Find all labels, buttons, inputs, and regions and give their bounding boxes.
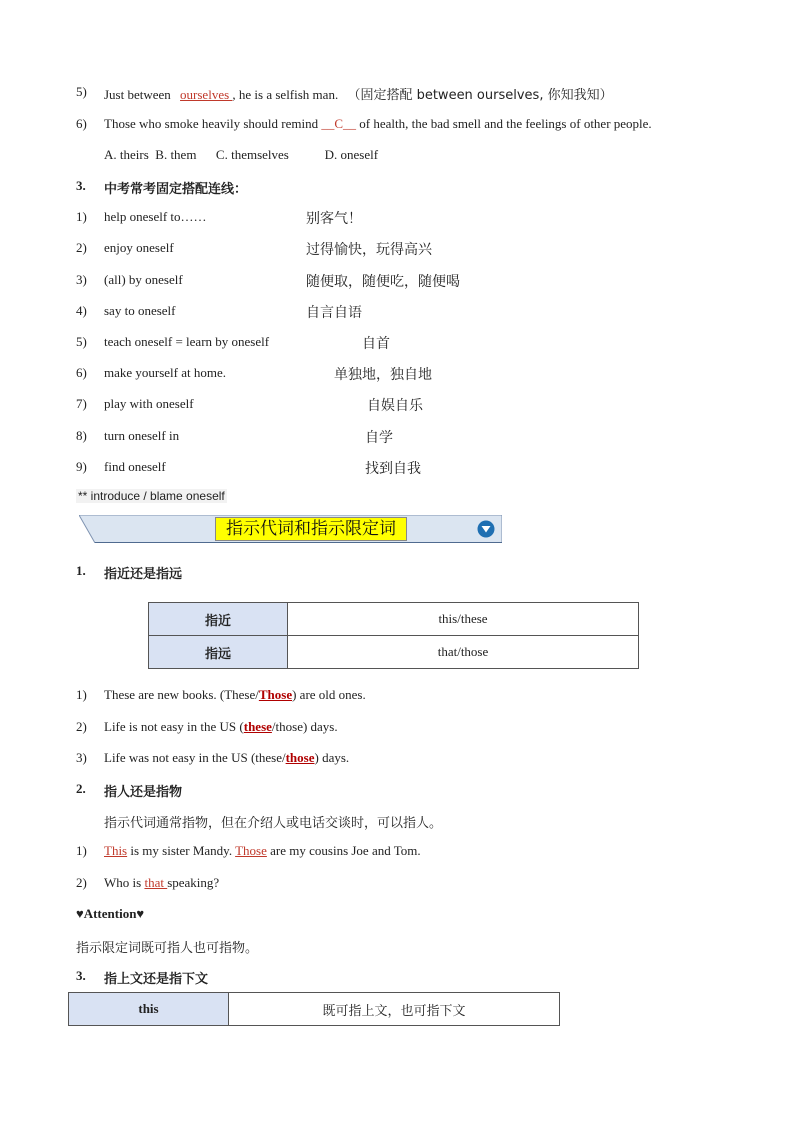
q5-sentence (104, 84, 613, 103)
s3-title: 指上文还是指下文 (104, 972, 209, 987)
s1-number: 1. (76, 563, 86, 578)
ex3-pre: Life was not easy in the US (these/ (104, 750, 286, 765)
ex5-answer: that (144, 875, 168, 890)
ex2-sentence (104, 719, 338, 735)
pair-number: 5) (76, 334, 87, 349)
pair-chinese: 自娱自乐 (367, 398, 423, 414)
pair-number: 4) (76, 303, 87, 318)
pair-english: make yourself at home. (104, 365, 227, 380)
ex4-post: are my cousins Joe and Tom. (266, 843, 421, 858)
banner-title: 指示代词和指示限定词 (215, 517, 407, 541)
ex5-post: speaking? (167, 875, 220, 890)
pair-number: 1) (76, 209, 87, 224)
table-row (149, 636, 639, 669)
table-value: that/those (288, 636, 639, 669)
pair-chinese: 随便取，随便吃，随便喝 (306, 274, 460, 290)
q5-number: 5) (76, 84, 87, 99)
s2-title: 指人还是指物 (104, 785, 183, 800)
s2-number: 2. (76, 781, 86, 796)
ex5-number: 2) (76, 875, 87, 890)
s3-number: 3. (76, 968, 86, 983)
ex4-mid: is my sister Mandy. (127, 843, 236, 858)
chevron-down-circle-icon (477, 520, 495, 538)
ex2-number: 2) (76, 719, 87, 734)
q6-answer: __C__ (321, 116, 357, 131)
reference-table (68, 992, 560, 1026)
ex1-post: ) are old ones. (292, 687, 366, 702)
pair-number: 8) (76, 428, 87, 443)
sec3-title: 中考常考固定搭配连线： (104, 182, 248, 197)
ex3-number: 3) (76, 750, 87, 765)
pair-chinese: 自学 (365, 430, 393, 446)
q5-post: , he is a selfish man. (232, 87, 339, 102)
ex3-sentence (104, 750, 349, 766)
pair-chinese: 单独地，独自地 (334, 367, 432, 383)
attention-text: 指示限定词既可指人也可指物。 (76, 941, 259, 956)
s2-description: 指示代词通常指物，但在介绍人或电话交谈时，可以指人。 (104, 816, 443, 831)
table-label: 指远 (149, 636, 288, 669)
ex1-sentence (104, 687, 366, 703)
q6-number: 6) (76, 116, 87, 131)
ex4-number: 1) (76, 843, 87, 858)
sec3-number: 3. (76, 178, 86, 193)
ex5-pre: Who is (104, 875, 145, 890)
q5-answer: ourselves (180, 87, 233, 102)
pair-number: 6) (76, 365, 87, 380)
pair-english: (all) by oneself (104, 272, 183, 287)
ex4-sentence (104, 843, 421, 859)
ex1-pre: These are new books. (These/ (104, 687, 259, 702)
ex1-answer: Those (258, 687, 293, 702)
pair-english: say to oneself (104, 303, 176, 318)
ex4-answer-2: Those (235, 843, 267, 858)
q6-pre: Those who smoke heavily should remind (104, 116, 319, 131)
pair-chinese: 找到自我 (365, 461, 421, 477)
s1-title: 指近还是指远 (104, 567, 183, 582)
pair-english: teach oneself = learn by oneself (104, 334, 270, 349)
table-label: 指近 (149, 603, 288, 636)
pair-chinese: 过得愉快，玩得高兴 (306, 242, 432, 258)
pair-number: 7) (76, 396, 87, 411)
q6-options: A. theirs B. them C. themselves D. oneself (104, 147, 379, 162)
near-far-table (148, 602, 639, 669)
q5-note: （固定搭配 between ourselves, 你知我知） (347, 88, 613, 103)
pair-english: help oneself to…… (104, 209, 207, 224)
ex2-pre: Life is not easy in the US ( (104, 719, 244, 734)
table-value: 既可指上文，也可指下文 (229, 993, 560, 1026)
ex3-answer: those (285, 750, 315, 765)
pair-number: 3) (76, 272, 87, 287)
table-value: this/these (288, 603, 639, 636)
pair-english: play with oneself (104, 396, 194, 411)
q6-sentence (104, 116, 652, 132)
ex5-sentence (104, 875, 219, 891)
ex2-answer: these (243, 719, 272, 734)
extra-note: ** introduce / blame oneself (78, 489, 225, 503)
table-row (149, 603, 639, 636)
pair-chinese: 自首 (362, 336, 390, 352)
pair-chinese: 别客气！ (306, 211, 362, 227)
pair-number: 2) (76, 240, 87, 255)
q5-pre: Just between (104, 87, 171, 102)
pair-english: find oneself (104, 459, 166, 474)
pair-english: turn oneself in (104, 428, 180, 443)
pair-english: enjoy oneself (104, 240, 174, 255)
pair-number: 9) (76, 459, 87, 474)
attention-heading: ♥Attention♥ (76, 906, 145, 921)
table-row (69, 993, 560, 1026)
ex2-post: /those) days. (271, 719, 338, 734)
ex4-answer-1: This (104, 843, 128, 858)
ex3-post: ) days. (314, 750, 350, 765)
ex1-number: 1) (76, 687, 87, 702)
table-label: this (69, 993, 229, 1026)
q6-post: of health, the bad smell and the feelings of other people. (359, 116, 652, 131)
section-banner (79, 515, 502, 543)
pair-chinese: 自言自语 (306, 305, 362, 321)
